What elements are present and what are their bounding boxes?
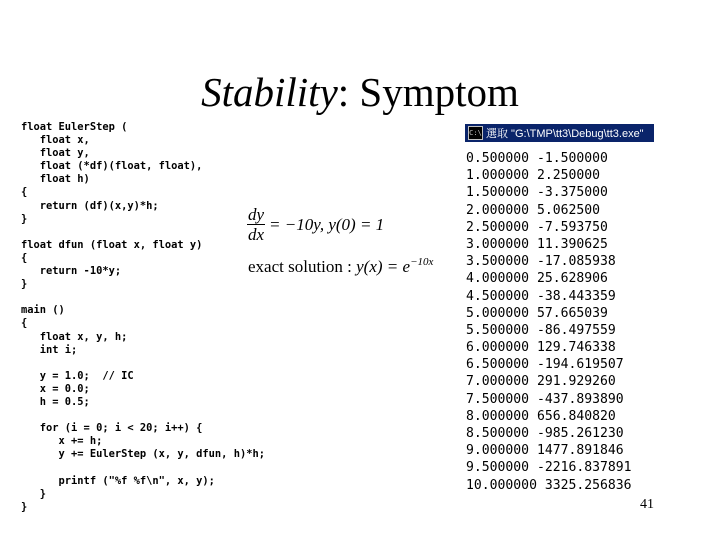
slide-title: [0, 68, 720, 116]
console-output-line: 3.500000 -17.085938: [466, 254, 616, 270]
code-line: float y,: [21, 147, 90, 160]
exact-solution-label: exact solution :: [248, 257, 357, 276]
console-app-icon[interactable]: C:\: [468, 126, 483, 140]
code-line: int i;: [21, 343, 78, 356]
console-output-line: 4.500000 -38.443359: [466, 288, 616, 304]
code-line: main (): [21, 304, 65, 317]
code-line: }: [21, 278, 28, 291]
code-line: [21, 226, 265, 239]
console-titlebar[interactable]: [465, 124, 654, 142]
code-line: h = 0.5;: [21, 395, 90, 408]
fraction-numerator: dy: [248, 205, 265, 224]
code-line: float (*df)(float, float),: [21, 160, 203, 173]
page-number: 41: [640, 497, 654, 512]
code-line: {: [21, 317, 28, 330]
code-line: }: [21, 487, 47, 500]
code-line: }: [21, 500, 28, 513]
fraction-denominator: dx: [248, 225, 265, 244]
ode-formula: [247, 205, 384, 244]
console-output-line: 5.500000 -86.497559: [466, 322, 616, 338]
console-output-line: 8.000000 656.840820: [466, 408, 616, 424]
console-output-line: 2.000000 5.062500: [466, 202, 601, 218]
code-line: float h): [21, 173, 90, 186]
title-rest: : Symptom: [337, 69, 519, 115]
code-line: float x,: [21, 134, 90, 147]
console-output-line: 8.500000 -985.261230: [466, 426, 624, 441]
code-line: {: [21, 251, 28, 264]
code-line: float dfun (float x, float y): [21, 238, 203, 251]
console-output-line: 1.000000 2.250000: [466, 168, 601, 184]
code-line: return -10*y;: [21, 265, 122, 278]
console-output-line: 3.000000 11.390625: [466, 236, 608, 252]
ode-equation: = −10y, y(0) = 1: [269, 214, 385, 234]
code-line: printf ("%f %f\n", x, y);: [21, 474, 215, 487]
console-output-line: 7.500000 -437.893890: [466, 391, 624, 407]
console-output-line: 6.000000 129.746338: [466, 340, 616, 356]
code-line: float EulerStep (: [21, 121, 128, 133]
console-output-line: 1.500000 -3.375000: [466, 185, 608, 201]
console-output-line: 7.000000 291.929260: [466, 374, 616, 390]
code-line: [21, 357, 265, 370]
code-line: return (df)(x,y)*h;: [21, 199, 159, 212]
source-code-block: [21, 121, 265, 514]
code-line: [21, 409, 265, 422]
console-window[interactable]: [464, 124, 654, 495]
exact-solution-lhs: y(x) = e: [356, 257, 411, 276]
title-italic-part: Stability: [201, 69, 338, 115]
code-line: }: [21, 212, 28, 225]
code-line: {: [21, 186, 28, 199]
code-line: x = 0.0;: [21, 382, 90, 395]
console-output-line: 9.500000 -2216.837891: [466, 460, 632, 476]
console-output: [466, 150, 632, 494]
console-output-line: 2.500000 -7.593750: [466, 219, 608, 235]
console-output-line: 9.000000 1477.891846: [466, 443, 624, 459]
code-line: y += EulerStep (x, y, dfun, h)*h;: [21, 448, 265, 461]
console-output-line: 4.000000 25.628906: [466, 271, 608, 287]
exact-solution-exponent: −10x: [410, 256, 434, 268]
code-line: [21, 461, 265, 474]
code-line: float x, y, h;: [21, 330, 128, 343]
code-line: y = 1.0; // IC: [21, 369, 134, 382]
derivative-fraction: [247, 205, 265, 244]
console-output-line: 6.500000 -194.619507: [466, 357, 624, 373]
code-line: x += h;: [21, 435, 103, 448]
console-output-line: 0.500000 -1.500000: [466, 151, 608, 166]
exact-solution-formula: [248, 256, 433, 277]
code-line: for (i = 0; i < 20; i++) {: [21, 422, 203, 435]
console-output-line: 5.000000 57.665039: [466, 305, 608, 321]
console-title: 選取 "G:\TMP\tt3\Debug\tt3.exe": [486, 128, 644, 140]
code-line: [21, 291, 265, 304]
console-output-line: 10.000000 3325.256836: [466, 477, 632, 493]
